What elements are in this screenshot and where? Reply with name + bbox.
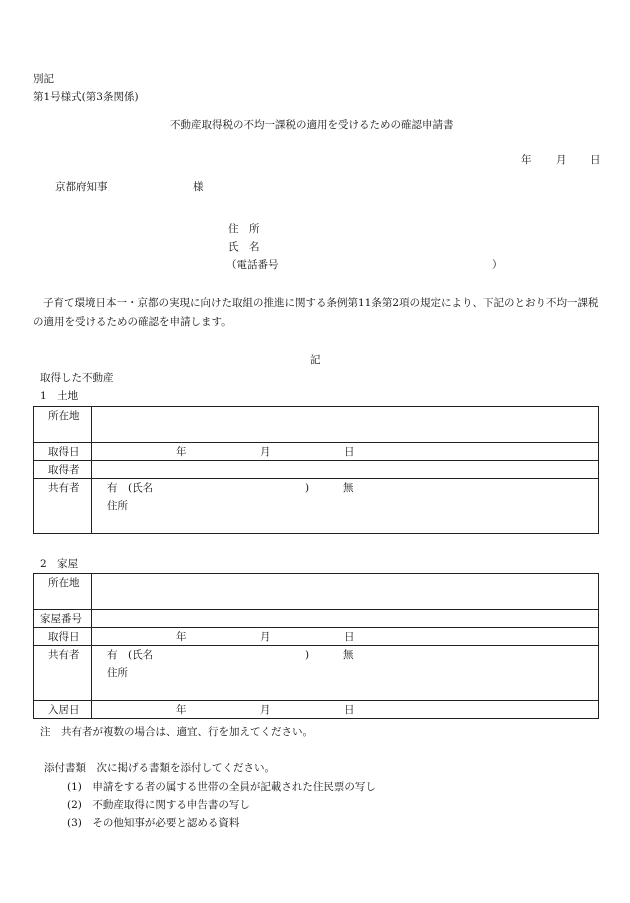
applicant-address-label: 住 所 (228, 223, 260, 235)
addressee-name: 京都府知事 (55, 181, 108, 193)
attachment-item: (1) 申請をする者の属する世帯の全員が記載された住民票の写し (67, 781, 376, 793)
house-heading: 2 家屋 (40, 558, 79, 570)
house-move-in-year: 年 (176, 704, 187, 716)
form-number: 第1号様式(第3条関係) (33, 91, 139, 103)
ki-label: 記 (310, 354, 321, 366)
addressee-honorific: 様 (193, 181, 204, 193)
house-coowner-address: 住所 (107, 667, 128, 679)
house-date-year: 年 (176, 631, 187, 643)
attachments-heading: 添付書類 次に掲げる書類を添付してください。 (44, 762, 275, 774)
land-coowner-no: 無 (343, 482, 354, 494)
house-move-in-label: 入居日 (48, 704, 80, 716)
document-title: 不動産取得税の不均一課税の適用を受けるための確認申請書 (170, 119, 454, 131)
land-coowner-yes: 有 (氏名 (107, 482, 154, 494)
land-location-row (34, 407, 599, 443)
house-coowner-yes: 有 (氏名 (107, 649, 154, 661)
land-coowner-field[interactable] (92, 479, 599, 534)
attachment-item: (2) 不動産取得に関する申告書の写し (67, 799, 250, 811)
land-date-field[interactable] (92, 443, 599, 461)
land-acquirer-row (34, 461, 599, 479)
house-number-row (34, 610, 599, 628)
house-coowner-label: 共有者 (48, 649, 80, 661)
house-move-in-row (34, 701, 599, 719)
land-heading: 1 土地 (40, 390, 79, 402)
applicant-phone-label: （電話番号 (226, 259, 279, 271)
attachment-item: (3) その他知事が必要と認める資料 (67, 817, 240, 829)
land-table (33, 406, 599, 534)
house-move-in-month: 月 (260, 704, 271, 716)
appendix-label: 別記 (33, 73, 54, 85)
land-location-field[interactable] (92, 407, 599, 443)
land-date-year: 年 (176, 446, 187, 458)
coowner-note: 注 共有者が複数の場合は、適宜、行を加えてください。 (40, 726, 313, 738)
land-acquirer-label: 取得者 (48, 464, 80, 476)
land-date-month: 月 (260, 446, 271, 458)
land-coowner-row (34, 479, 599, 534)
house-date-month: 月 (260, 631, 271, 643)
house-location-label: 所在地 (48, 577, 80, 589)
date-month: 月 (556, 154, 567, 166)
land-location-label: 所在地 (48, 410, 80, 422)
land-date-label: 取得日 (48, 446, 80, 458)
house-move-in-day: 日 (344, 704, 355, 716)
house-coowner-close: ) (305, 649, 310, 661)
house-number-label: 家屋番号 (40, 613, 82, 625)
acquired-property-heading: 取得した不動産 (40, 372, 114, 384)
house-date-label: 取得日 (48, 631, 80, 643)
land-coowner-close: ) (305, 482, 310, 494)
applicant-phone-close: ） (492, 259, 503, 271)
land-date-row (34, 443, 599, 461)
house-move-in-field[interactable] (92, 701, 599, 719)
house-coowner-field[interactable] (92, 646, 599, 701)
house-date-field[interactable] (92, 628, 599, 646)
house-location-field[interactable] (92, 574, 599, 610)
house-location-row (34, 574, 599, 610)
house-coowner-no: 無 (343, 649, 354, 661)
house-number-field[interactable] (92, 610, 599, 628)
date-day: 日 (590, 154, 601, 166)
application-statement: 子育て環境日本一・京都の実現に向けた取組の推進に関する条例第11条第2項の規定により、下記のとおり不均一課税の適用を受けるための確認を申請します。 (33, 297, 599, 328)
land-coowner-label: 共有者 (48, 482, 80, 494)
house-coowner-row (34, 646, 599, 701)
date-year: 年 (521, 154, 532, 166)
applicant-name-label: 氏 名 (228, 241, 260, 253)
house-date-day: 日 (344, 631, 355, 643)
land-coowner-address: 住所 (107, 500, 128, 512)
land-date-day: 日 (344, 446, 355, 458)
house-table (33, 573, 599, 719)
land-acquirer-field[interactable] (92, 461, 599, 479)
house-date-row (34, 628, 599, 646)
